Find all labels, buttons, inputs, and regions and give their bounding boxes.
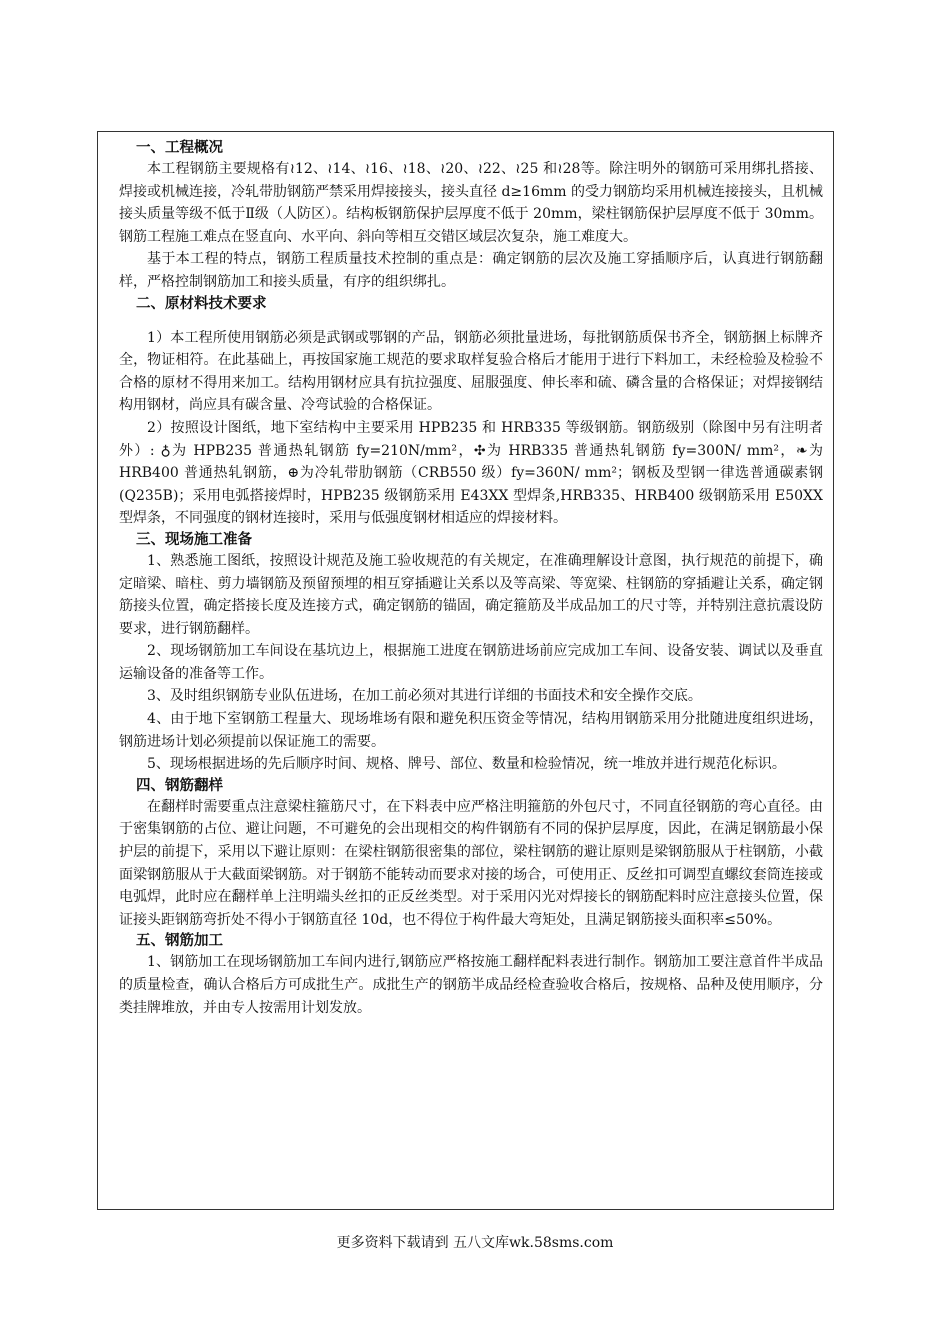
footer-note: 更多资料下载请到 五八文库wk.58sms.com <box>336 1235 614 1251</box>
paragraph: 本工程钢筋主要规格有≀12、≀14、≀16、≀18、≀20、≀22、≀25 和≀28等。除注明外的钢筋可采用绑扎搭接、焊接或机械连接，冷轧带肋钢筋严禁采用焊接接头，接头直径 d≥16mm 的受力钢筋均采用机械连接接头，且机械接头质量等级不低于Ⅱ级（人防区）。结构板钢筋保护层厚度不低于 20mm，梁柱钢筋保护层厚度不低于 30mm。钢筋工程施工难点在竖直向、水平向、斜向等相互交错区域层次复杂，施工难度大。 <box>119 161 823 245</box>
paragraph: 4、由于地下室钢筋工程量大、现场堆场有限和避免积压资金等情况，结构用钢筋采用分批随进度组织进场，钢筋进场计划必须提前以保证施工的需要。 <box>119 711 823 750</box>
paragraph: 2）按照设计图纸，地下室结构中主要采用 HPB235 和 HRB335 等级钢筋。钢筋级别（除图中另有注明者外）: ♁为 HPB235 普通热轧钢筋 fy=210N/mm²，✣为 HRB335 普通热轧钢筋 fy=300N/ mm²，❧为 HRB400 普通热轧钢筋，⊕为冷轧带肋钢筋（CRB550 级）fy=360N/ mm²；钢板及型钢一律选普通碳素钢(Q235B)；采用电弧搭接焊时，HPB235 级钢筋采用 E43XX 型焊条,HRB335、HRB400 级钢筋采用 E50XX 型焊条，不同强度的钢材连接时，采用与低强度钢材相适应的焊接材料。 <box>119 419 823 527</box>
paragraph: 1、熟悉施工图纸，按照设计规范及施工验收规范的有关规定，在准确理解设计意图，执行规范的前提下，确定暗梁、暗柱、剪力墙钢筋及预留预埋的相互穿插避让关系以及等高梁、等宽梁、柱钢筋的穿插避让关系，确定钢筋接头位置，确定搭接长度及连接方式，确定钢筋的锚固，确定箍筋及半成品加工的尺寸等，并特别注意抗震设防要求，进行钢筋翻样。 <box>119 552 823 637</box>
section-heading-layout: 四、钢筋翻样 <box>136 777 223 794</box>
paragraph: 在翻样时需要重点注意梁柱箍筋尺寸，在下料表中应严格注明箍筋的外包尺寸，不同直径钢筋的弯心直径。由于密集钢筋的占位、避让问题，不可避免的会出现相交的构件钢筋有不同的保护层厚度，因此，在满足钢筋最小保护层的前提下，采用以下避让原则：在梁柱钢筋很密集的部位，梁柱钢筋的避让原则是梁钢筋服从于柱钢筋，小截面梁钢筋服从于大截面梁钢筋。对于钢筋不能转动而要求对接的场合，可使用正、反丝扣可调型直螺纹套筒连接或电弧焊，此时应在翻样单上注明端头丝扣的正反丝类型。对于采用闪光对焊接长的钢筋配料时应注意接头位置，保证接头距钢筋弯折处不得小于钢筋直径 10d，也不得位于构件最大弯矩处，且满足钢筋接头面积率≤50%。 <box>119 798 823 928</box>
paragraph: 1）本工程所使用钢筋必须是武钢或鄂钢的产品，钢筋必须批量进场，每批钢筋质保书齐全，钢筋捆上标牌齐全，物证相符。在此基础上，再按国家施工规范的要求取样复验合格后才能用于进行下料加工，未经检验及检验不合格的原材不得用来加工。结构用钢材应具有抗拉强度、屈服强度、伸长率和硫、磷含量的合格保证；对焊接钢结构用钢材，尚应具有碳含量、冷弯试验的合格保证。 <box>119 329 823 414</box>
section-heading-preparation: 三、现场施工准备 <box>136 531 252 548</box>
document-frame <box>97 131 834 1210</box>
paragraph: 基于本工程的特点，钢筋工程质量技术控制的重点是：确定钢筋的层次及施工穿插顺序后，认真进行钢筋翻样，严格控制钢筋加工和接头质量，有序的组织绑扎。 <box>119 251 823 290</box>
section-heading-overview: 一、工程概况 <box>136 140 223 156</box>
paragraph: 5、现场根据进场的先后顺序时间、规格、牌号、部位、数量和检验情况，统一堆放并进行规范化标识。 <box>147 756 786 773</box>
spacer <box>119 314 823 327</box>
section-heading-processing: 五、钢筋加工 <box>136 933 223 950</box>
section-heading-materials: 二、原材料技术要求 <box>136 295 267 312</box>
paragraph: 2、现场钢筋加工车间设在基坑边上，根据施工进度在钢筋进场前应完成加工车间、设备安装、调试以及垂直运输设备的准备等工作。 <box>119 643 823 682</box>
paragraph: 1、钢筋加工在现场钢筋加工车间内进行,钢筋应严格按施工翻样配料表进行制作。钢筋加工要注意首件半成品的质量检查，确认合格后方可成批生产。成批生产的钢筋半成品经检查验收合格后，按规格、品种及使用顺序，分类挂牌堆放，并由专人按需用计划发放。 <box>119 954 823 1016</box>
paragraph: 3、及时组织钢筋专业队伍进场，在加工前必须对其进行详细的书面技术和安全操作交底。 <box>147 688 702 705</box>
